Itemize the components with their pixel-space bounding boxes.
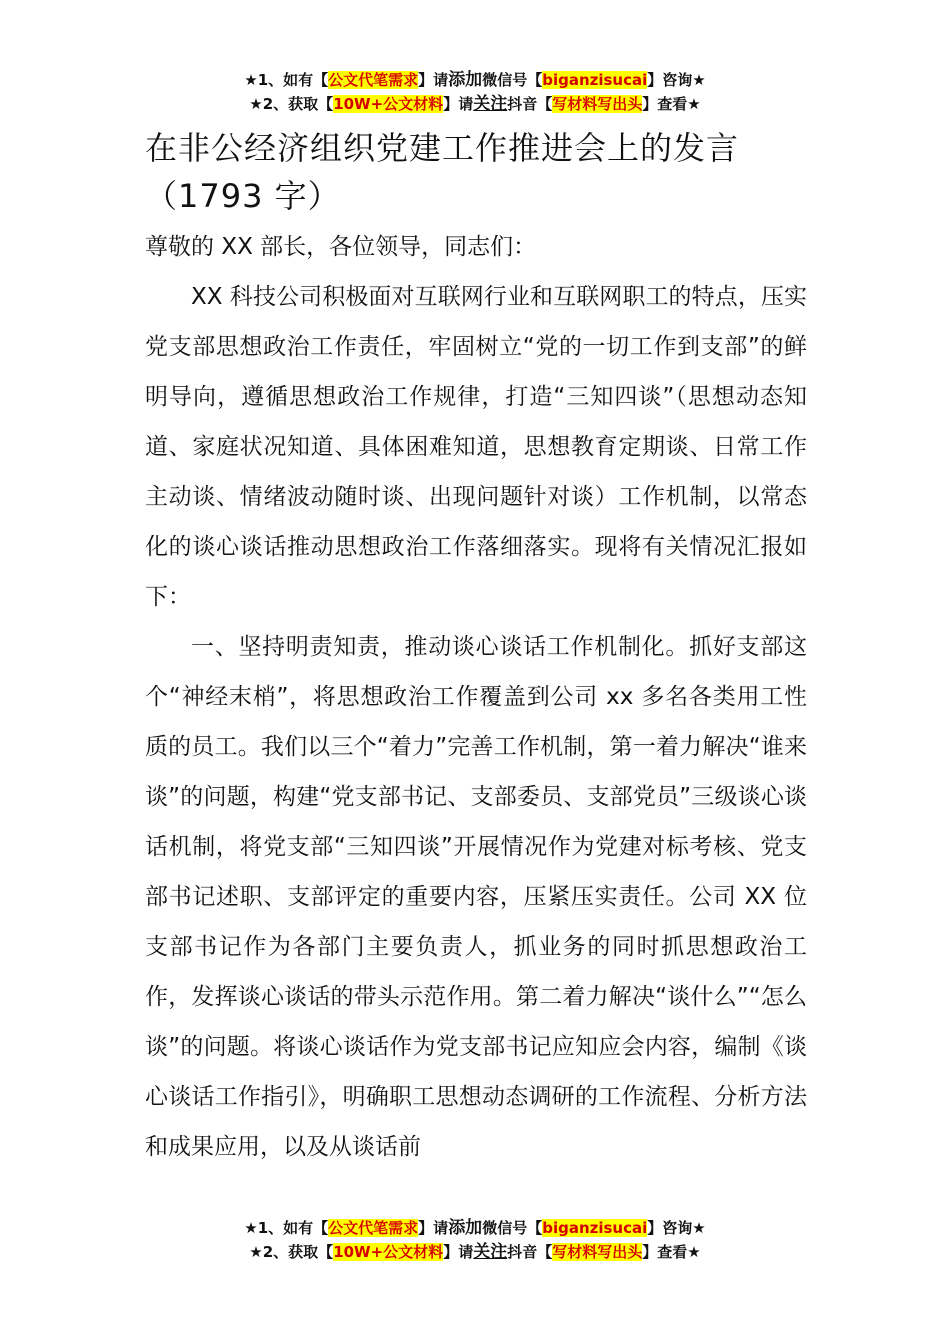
promo-text: 抖音【 <box>507 1243 553 1261</box>
promo-highlight: 10W+公文材料 <box>333 95 444 113</box>
promo-text: 微信号【 <box>482 71 543 89</box>
promo-text: ★1、如有【 <box>244 1219 329 1237</box>
promo-emphasis: 添加 <box>448 70 483 90</box>
document-title: 在非公经济组织党建工作推进会上的发言（1793 字） <box>145 129 740 215</box>
footer-promo-banner <box>0 1216 950 1264</box>
document-body <box>145 272 807 1172</box>
promo-text: 】请 <box>418 71 449 89</box>
promo-emphasis: 关注 <box>473 94 508 114</box>
paragraph: XX 科技公司积极面对互联网行业和互联网职工的特点，压实党支部思想政治工作责任，牢固树立“党的一切工作到支部”的鲜明导向，遵循思想政治工作规律，打造“三知四谈”（思想动态知道、家庭状况知道、具体困难知道，思想教育定期谈、日常工作主动谈、情绪波动随时谈、出现问题针对谈）工作机制，以常态化的谈心谈话推动思想政治工作落细落实。现将有关情况汇报如下： <box>145 284 807 610</box>
header-promo-banner <box>0 68 950 116</box>
promo-line-1 <box>0 68 950 92</box>
promo-text: 】咨询★ <box>647 1219 706 1237</box>
promo-line-2 <box>0 92 950 116</box>
promo-highlight: 10W+公文材料 <box>333 1243 444 1261</box>
salutation: 尊敬的 XX 部长，各位领导，同志们： <box>145 234 537 260</box>
promo-douyin-id: 写材料写出头 <box>552 1243 643 1261</box>
promo-line-1 <box>0 1216 950 1240</box>
promo-line-2 <box>0 1240 950 1264</box>
promo-wechat-id: biganzisucai <box>542 71 648 89</box>
promo-highlight: 公文代笔需求 <box>328 1219 419 1237</box>
promo-highlight: 公文代笔需求 <box>328 71 419 89</box>
promo-text: 】请 <box>443 1243 474 1261</box>
promo-text: 】咨询★ <box>647 71 706 89</box>
promo-text: ★2、获取【 <box>249 95 334 113</box>
promo-text: 】查看★ <box>642 95 701 113</box>
promo-text: 微信号【 <box>482 1219 543 1237</box>
promo-text: 抖音【 <box>507 95 553 113</box>
promo-text: 】查看★ <box>642 1243 701 1261</box>
promo-text: 】请 <box>443 95 474 113</box>
promo-text: 】请 <box>418 1219 449 1237</box>
paragraph: 一、坚持明责知责，推动谈心谈话工作机制化。抓好支部这个“神经末梢”，将思想政治工作覆盖到公司 xx 多名各类用工性质的员工。我们以三个“着力”完善工作机制，第一着力解决“谁来谈”的问题，构建“党支部书记、支部委员、支部党员”三级谈心谈话机制，将党支部“三知四谈”开展情况作为党建对标考核、党支部书记述职、支部评定的重要内容，压紧压实责任。公司 XX 位支部书记作为各部门主要负责人，抓业务的同时抓思想政治工作，发挥谈心谈话的带头示范作用。第二着力解决“谈什么”“怎么谈”的问题。将谈心谈话作为党支部书记应知应会内容，编制《谈心谈话工作指引》，明确职工思想动态调研的工作流程、分析方法和成果应用，以及从谈话前 <box>145 634 807 1160</box>
promo-text: ★1、如有【 <box>244 71 329 89</box>
promo-emphasis: 关注 <box>473 1242 508 1262</box>
promo-text: ★2、获取【 <box>249 1243 334 1261</box>
promo-douyin-id: 写材料写出头 <box>552 95 643 113</box>
promo-emphasis: 添加 <box>448 1218 483 1238</box>
promo-wechat-id: biganzisucai <box>542 1219 648 1237</box>
